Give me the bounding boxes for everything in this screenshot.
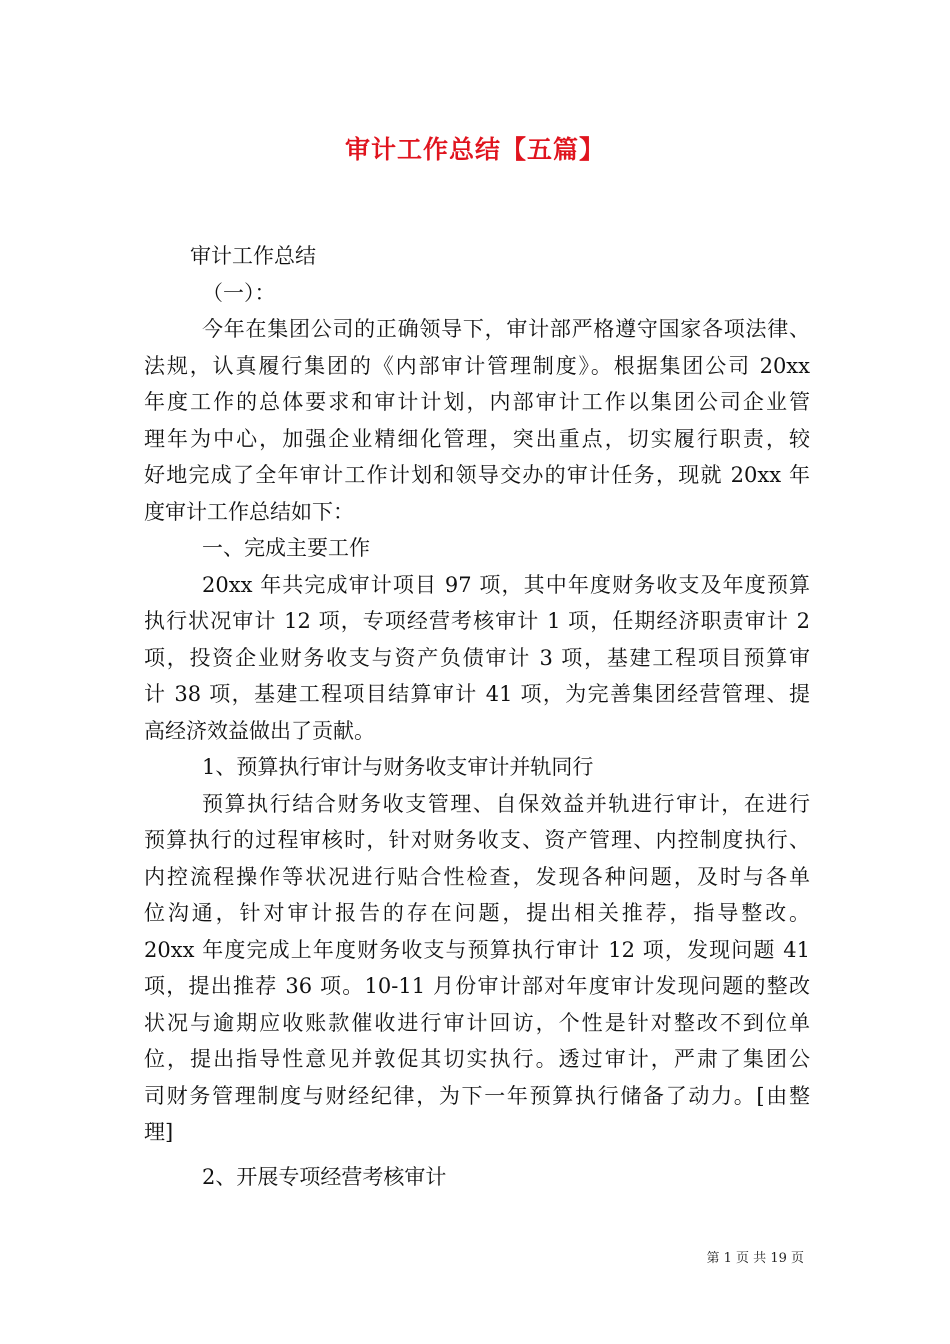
section-number: （一）：	[202, 280, 276, 305]
text-line: 项，提出推荐 36 项。10-11 月份审计部对年度审计发现问题的整改	[144, 974, 810, 998]
text-line: 位，提出指导性意见并敦促其切实执行。透过审计，严肃了集团公	[144, 1047, 810, 1071]
text-line: 位沟通，针对审计报告的存在问题，提出相关推荐，指导整改。	[144, 901, 810, 925]
heading-budget-audit: 1、预算执行审计与财务收支审计并轨同行	[202, 755, 594, 779]
text-line: 好地完成了全年审计工作计划和领导交办的审计任务，现就 20xx 年	[144, 463, 810, 487]
text-line: 度审计工作总结如下：	[144, 499, 354, 524]
document-title: 审计工作总结【五篇】	[344, 135, 605, 164]
heading-special-audit: 2、开展专项经营考核审计	[202, 1164, 447, 1189]
paragraph-intro	[144, 311, 810, 530]
text-line: 高经济效益做出了贡献。	[144, 718, 375, 743]
text-line: 今年在集团公司的正确领导下，审计部严格遵守国家各项法律、	[202, 317, 810, 341]
text-line: 内控流程操作等状况进行贴合性检查，发现各种问题，及时与各单	[144, 864, 810, 889]
text-line: 20xx 年共完成审计项目 97 项，其中年度财务收支及年度预算	[202, 572, 810, 597]
heading-main-work: 一、完成主要工作	[202, 536, 370, 560]
text-line: 法规，认真履行集团的《内部审计管理制度》。根据集团公司 20xx	[144, 353, 810, 378]
paragraph-budget	[144, 786, 810, 1151]
text-line: 年度工作的总体要求和审计计划，内部审计工作以集团公司企业管	[144, 390, 810, 414]
paragraph-projects	[144, 567, 810, 750]
text-line: 预算执行结合财务收支管理、自保效益并轨进行审计，在进行	[202, 791, 810, 816]
text-line: 执行状况审计 12 项，专项经营考核审计 1 项，任期经济职责审计 2	[144, 609, 810, 633]
text-line: 项，投资企业财务收支与资产负债审计 3 项，基建工程项目预算审	[144, 645, 810, 670]
text-line: 理年为中心，加强企业精细化管理，突出重点，切实履行职责，较	[144, 426, 810, 451]
text-line: 司财务管理制度与财经纪律，为下一年预算执行储备了动力。[由整	[144, 1083, 810, 1108]
text-line: 状况与逾期应收账款催收进行审计回访，个性是针对整改不到位单	[144, 1010, 810, 1035]
text-line: 20xx 年度完成上年度财务收支与预算执行审计 12 项，发现问题 41	[144, 937, 810, 962]
document-body	[144, 238, 810, 1195]
text-line: 理]	[144, 1120, 174, 1144]
text-line: 预算执行的过程审核时，针对财务收支、资产管理、内控制度执行、	[144, 828, 810, 852]
page-number: 第 1 页 共 19 页	[706, 1251, 804, 1266]
subtitle: 审计工作总结	[190, 244, 316, 268]
text-line: 计 38 项，基建工程项目结算审计 41 项，为完善集团经营管理、提	[144, 682, 810, 706]
